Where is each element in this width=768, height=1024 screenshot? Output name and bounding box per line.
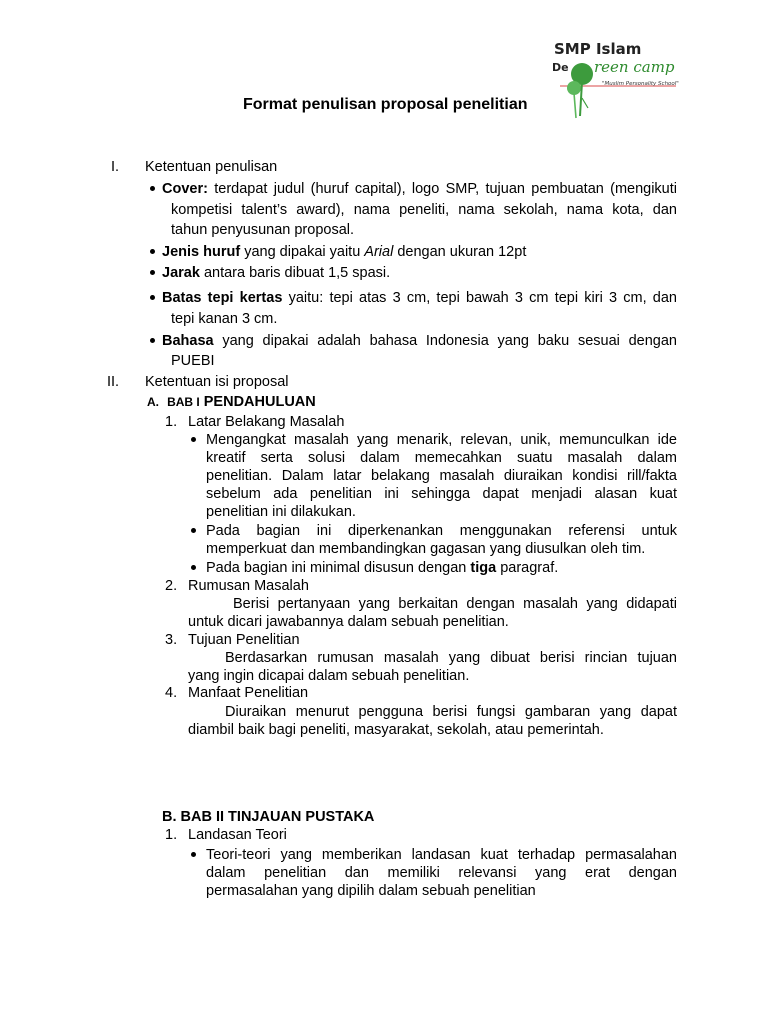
bullet-icon [191, 437, 196, 442]
language-rule-line-1: Bahasa yang dipakai adalah bahasa Indonesia yang baku sesuai dengan [162, 333, 677, 349]
school-logo [552, 38, 682, 124]
font-rule: Jenis huruf yang dipakai yaitu Arial dengan ukuran 12pt [162, 244, 527, 260]
bullet-icon [191, 528, 196, 533]
section-1-heading: Ketentuan penulisan [145, 159, 278, 175]
section-2-number: II. [107, 374, 120, 390]
margin-rule-line-2: tepi kanan 3 cm. [171, 311, 278, 327]
section-2-heading: Ketentuan isi proposal [145, 374, 289, 390]
theory-bullet-line-1: Teori-teori yang memberikan landasan kuat terhadap permasalahan [206, 847, 677, 863]
item-number: 2. [165, 578, 178, 594]
cover-line-1: Cover: terdapat judul (huruf capital), logo SMP, tujuan pembuatan (mengikuti [162, 181, 677, 197]
background-bullet-1-line-2: kreatif serta solusi dalam memecahkan suatu masalah dalam [206, 450, 677, 466]
bab-2-heading: B. BAB II TINJAUAN PUSTAKA [162, 809, 375, 825]
language-rule-line-2: PUEBI [171, 353, 215, 369]
background-bullet-3: Pada bagian ini minimal disusun dengan tiga paragraf. [206, 560, 559, 576]
item-title: Tujuan Penelitian [188, 632, 300, 648]
bullet-icon [191, 565, 196, 570]
item-number: 4. [165, 685, 178, 701]
problem-line-2: untuk dicari jawabannya dalam sebuah penelitian. [188, 614, 509, 630]
bullet-icon [150, 249, 155, 254]
theory-bullet-line-3: permasalahan yang dipilih dalam sebuah penelitian [206, 883, 536, 899]
bullet-icon [150, 295, 155, 300]
bullet-icon [150, 338, 155, 343]
logo-title: SMP Islam [554, 40, 642, 58]
benefit-line-2: diambil baik bagi peneliti, masyarakat, sekolah, atau pemerintah. [188, 722, 604, 738]
bullet-icon [191, 852, 196, 857]
benefit-line-1: Diuraikan menurut pengguna berisi fungsi gambaran yang dapat [225, 704, 677, 720]
background-bullet-1-line-5: penelitian ini dilakukan. [206, 504, 356, 520]
logo-prefix: De [552, 61, 569, 74]
item-title: Rumusan Masalah [188, 578, 309, 594]
spacing-rule: Jarak antara baris dibuat 1,5 spasi. [162, 265, 391, 281]
problem-line-1: Berisi pertanyaan yang berkaitan dengan masalah yang didapati [233, 596, 677, 612]
margin-rule-line-1: Batas tepi kertas yaitu: tepi atas 3 cm, tepi bawah 3 cm tepi kiri 3 cm, dan [162, 290, 678, 306]
section-1-number: I. [111, 159, 120, 175]
objective-line-2: yang ingin dicapai dalam sebuah penelitian. [188, 668, 470, 684]
background-bullet-1-line-3: penelitian. Dalam latar belakang masalah diuraikan kondisi rill/fakta [206, 468, 677, 484]
item-number: 3. [165, 632, 178, 648]
item-title: Manfaat Penelitian [188, 685, 309, 701]
item-title: Landasan Teori [188, 827, 287, 843]
background-bullet-2-line-1: Pada bagian ini diperkenankan menggunakan referensi untuk [206, 523, 677, 539]
bab-1-heading: A. BAB I PENDAHULUAN [147, 394, 316, 410]
objective-line-1: Berdasarkan rumusan masalah yang dibuat berisi rincian tujuan [225, 650, 677, 666]
item-number: 1. [165, 827, 178, 843]
theory-bullet-line-2: dalam penelitian dan memiliki relevansi yang erat dengan [206, 865, 677, 881]
bullet-icon [150, 270, 155, 275]
background-bullet-1-line-1: Mengangkat masalah yang menarik, relevan, unik, memunculkan ide [206, 432, 677, 448]
cover-line-3: tahun penyusunan proposal. [171, 222, 355, 238]
background-bullet-2-line-2: memperkuat dan membandingkan gagasan yang diusulkan oleh tim. [206, 541, 646, 557]
page-title: Format penulisan proposal penelitian [243, 96, 528, 113]
logo-tagline: "Muslim Personality School" [602, 81, 679, 87]
item-number: 1. [165, 414, 178, 430]
logo-name: reen camp [594, 58, 675, 76]
bullet-icon [150, 186, 155, 191]
background-bullet-1-line-4: sebelum ada penelitian ini sehingga dapat menjadi alasan kuat [206, 486, 677, 502]
cover-line-2: kompetisi talent’s award), nama peneliti, nama sekolah, nama kota, dan [171, 202, 677, 218]
item-title: Latar Belakang Masalah [188, 414, 345, 430]
